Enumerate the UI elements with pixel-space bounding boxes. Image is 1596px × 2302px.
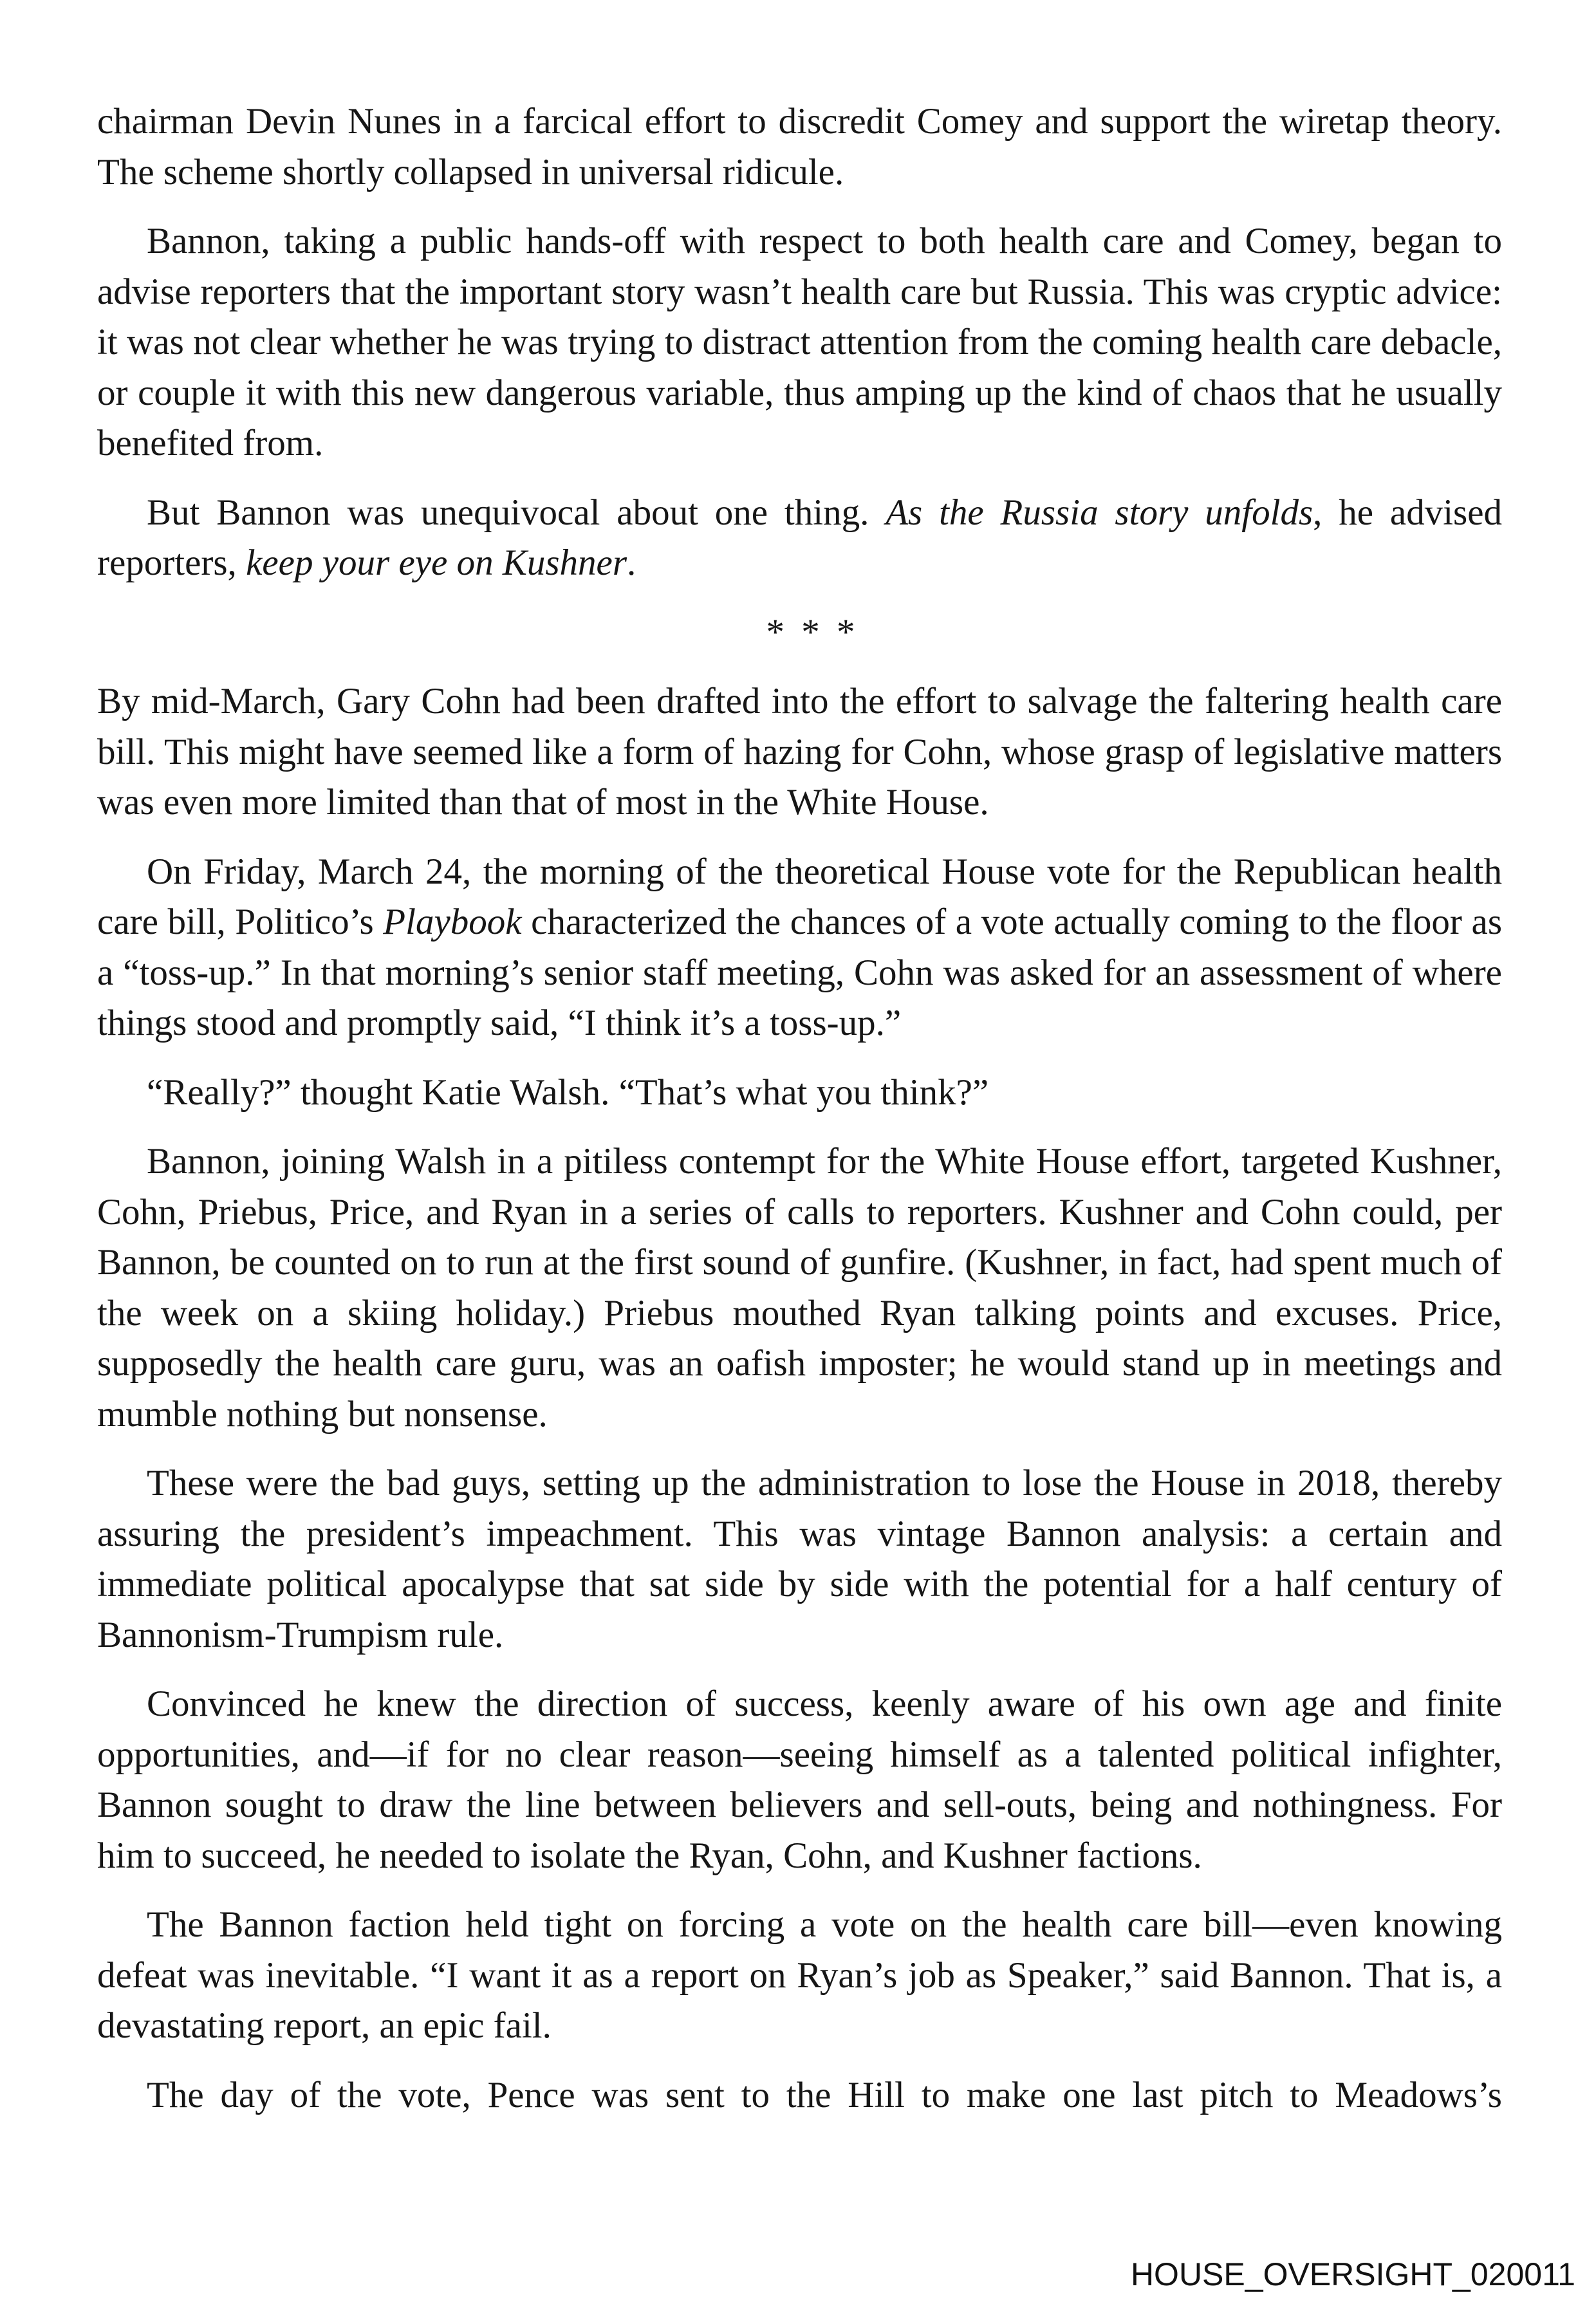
text-run: chairman Devin Nunes in a farcical effort to discredit Comey and support the wiretap theory. The scheme shortly collapsed in universal ridicule.	[97, 101, 1502, 192]
page-body	[97, 97, 1502, 2139]
paragraph	[97, 488, 1502, 589]
text-run: But Bannon was unequivocal about one thing.	[147, 492, 886, 533]
section-separator: * * *	[766, 611, 859, 653]
bates-number: HOUSE_OVERSIGHT_020011	[1130, 2256, 1575, 2292]
italic-text: Playbook	[383, 902, 522, 942]
italic-text: As the Russia story unfolds	[886, 492, 1313, 533]
text-run: “Really?” thought Katie Walsh. “That’s what you think?”	[147, 1072, 989, 1113]
paragraph	[97, 1068, 1502, 1119]
paragraph	[97, 216, 1502, 469]
text-run: Convinced he knew the direction of success, keenly aware of his own age and finite opportunities, and—if for no clear reason—seeing himself as a talented political infighter, Bannon sought to draw the line between believers and sell-outs, being and nothingness. For him to succeed, he needed to isolate the Ryan, Cohn, and Kushner factions.	[97, 1684, 1502, 1876]
text-run: These were the bad guys, setting up the administration to lose the House in 2018, thereby assuring the president’s impeachment. This was vintage Bannon analysis: a certain and immediate political apocalypse that sat side by side with the potential for a half century of Bannonism-Trumpism rule.	[97, 1463, 1502, 1655]
paragraph	[97, 2070, 1502, 2121]
paragraph	[97, 1900, 1502, 2052]
paragraph	[97, 1137, 1502, 1440]
text-run: On Friday, March 24, the morning of the theoretical House vote for the Republican health care bill, Politico’s	[97, 851, 1502, 942]
text-run: By mid-March, Gary Cohn had been drafted into the effort to salvage the faltering health care bill. This might have seemed like a form of hazing for Cohn, whose grasp of legislative matters was even more limited than that of most in the White House.	[97, 681, 1502, 822]
paragraph	[97, 1458, 1502, 1660]
text-run: characterized the chances of a vote actually coming to the floor as a “toss-up.” In that morning’s senior staff meeting, Cohn was asked for an assessment of where things stood and promptly said, “I think it’s a toss-up.”	[97, 902, 1502, 1043]
paragraph	[97, 1679, 1502, 1881]
paragraph	[97, 97, 1502, 198]
text-run: .	[627, 543, 636, 583]
text-run: , he advised reporters,	[97, 492, 1503, 583]
text-run: The day of the vote, Pence was sent to the Hill to make one last pitch to Meadows’s	[147, 2074, 1502, 2115]
paragraph	[97, 676, 1502, 828]
text-run: The Bannon faction held tight on forcing a vote on the health care bill—even knowing defeat was inevitable. “I want it as a report on Ryan’s job as Speaker,” said Bannon. That is, a devastating report, an epic fail.	[97, 1904, 1502, 2046]
text-run: Bannon, joining Walsh in a pitiless contempt for the White House effort, targeted Kushner, Cohn, Priebus, Price, and Ryan in a series of calls to reporters. Kushner and Cohn could, per Bannon, be counted on to run at the first sound of gunfire. (Kushner, in fact, had spent much of the week on a skiing holiday.) Priebus mouthed Ryan talking points and excuses. Price, supposedly the health care guru, was an oafish imposter; he would stand up in meetings and mumble nothing but nonsense.	[97, 1141, 1502, 1434]
paragraph	[97, 847, 1502, 1049]
italic-text: keep your eye on Kushner	[246, 543, 627, 583]
text-run: Bannon, taking a public hands-off with respect to both health care and Comey, began to advise reporters that the important story wasn’t health care but Russia. This was cryptic advice: it was not clear whether he was trying to distract attention from the coming health care debacle, or couple it with this new dangerous variable, thus amping up the kind of chaos that he usually benefited from.	[97, 221, 1502, 463]
